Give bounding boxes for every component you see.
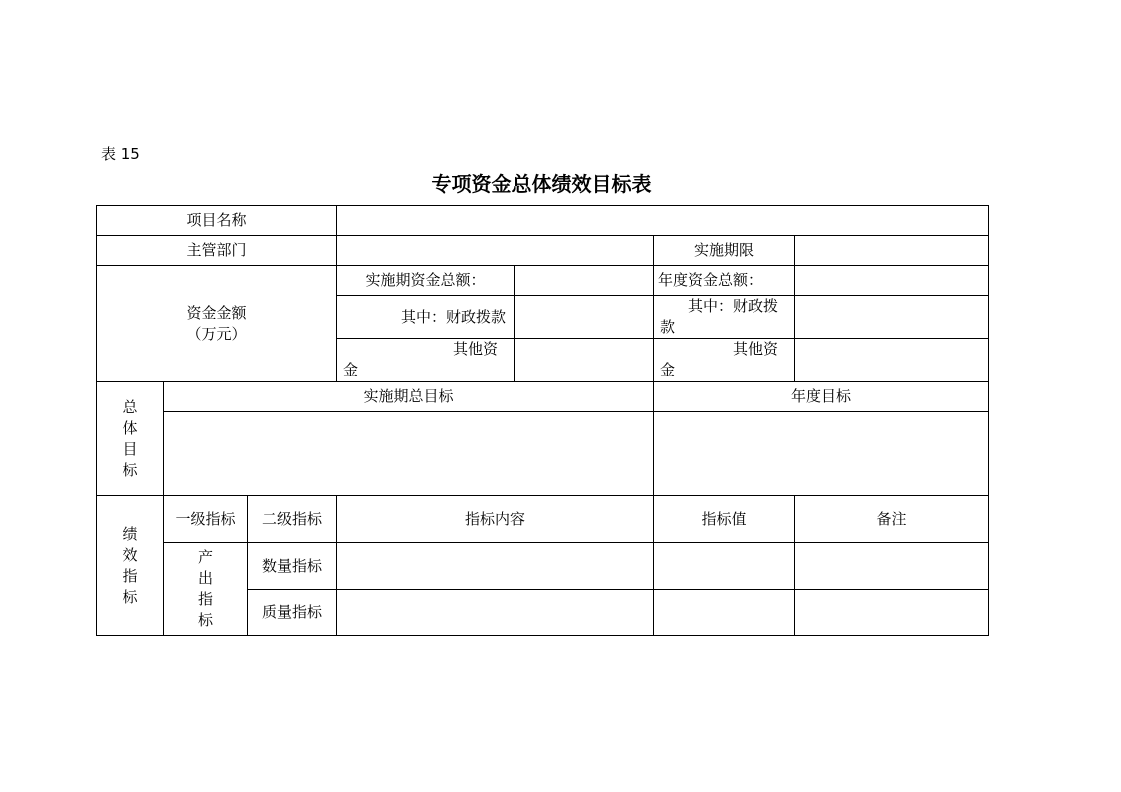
period-total-value[interactable]: [515, 266, 654, 296]
annual-goal-header: 年度目标: [654, 382, 989, 412]
funds-label-line1: 资金金额: [186, 303, 247, 322]
quality-remarks-value[interactable]: [795, 590, 989, 636]
level2-indicator-header: 二级指标: [248, 496, 337, 543]
indicator-content-header: 指标内容: [337, 496, 654, 543]
quantity-content-value[interactable]: [337, 543, 654, 590]
department-label: 主管部门: [97, 236, 337, 266]
other-funds-annual-label: [654, 339, 795, 382]
quality-indicator-value[interactable]: [654, 590, 795, 636]
period-goal-value[interactable]: [164, 412, 654, 496]
fiscal-annual-line1: 其中：财政拨: [688, 297, 779, 315]
other-funds-annual-value[interactable]: [795, 339, 989, 382]
indicator-value-header: 指标值: [654, 496, 795, 543]
project-name-value[interactable]: [337, 206, 989, 236]
other-annual-line2: 金: [660, 361, 676, 379]
period-goal-header: 实施期总目标: [164, 382, 654, 412]
indicator-side-label: 绩效指标: [97, 496, 164, 636]
document-title: 专项资金总体绩效目标表: [431, 172, 652, 196]
output-indicator-label: 产出指标: [164, 543, 248, 636]
fiscal-allocation-period-value[interactable]: [515, 296, 654, 339]
fiscal-allocation-annual-value[interactable]: [795, 296, 989, 339]
quantity-indicator-label: 数量指标: [248, 543, 337, 590]
remarks-header: 备注: [795, 496, 989, 543]
table-number: 表 15: [101, 145, 140, 163]
other-funds-period-label: [337, 339, 515, 382]
other-funds-period-value[interactable]: [515, 339, 654, 382]
annual-total-label: 年度资金总额：: [654, 266, 795, 296]
period-value[interactable]: [795, 236, 989, 266]
funds-label: [97, 266, 337, 382]
funds-label-line2: （万元）: [186, 324, 247, 343]
other-period-line1: 其他资: [453, 340, 499, 358]
project-name-label: 项目名称: [97, 206, 337, 236]
annual-total-value[interactable]: [795, 266, 989, 296]
annual-goal-value[interactable]: [654, 412, 989, 496]
overall-goal-side-label: 总体目标: [97, 382, 164, 496]
other-period-line2: 金: [343, 361, 359, 379]
department-value[interactable]: [337, 236, 654, 266]
quality-indicator-label: 质量指标: [248, 590, 337, 636]
period-total-label: 实施期资金总额：: [337, 266, 515, 296]
fiscal-allocation-label: 其中：财政拨款: [337, 296, 515, 339]
level1-indicator-header: 一级指标: [164, 496, 248, 543]
fiscal-allocation-annual-label: [654, 296, 795, 339]
other-annual-line1: 其他资: [733, 340, 779, 358]
period-label: 实施期限: [654, 236, 795, 266]
quality-content-value[interactable]: [337, 590, 654, 636]
performance-target-table: [96, 205, 989, 636]
quantity-indicator-value[interactable]: [654, 543, 795, 590]
fiscal-annual-line2: 款: [660, 318, 676, 336]
quantity-remarks-value[interactable]: [795, 543, 989, 590]
